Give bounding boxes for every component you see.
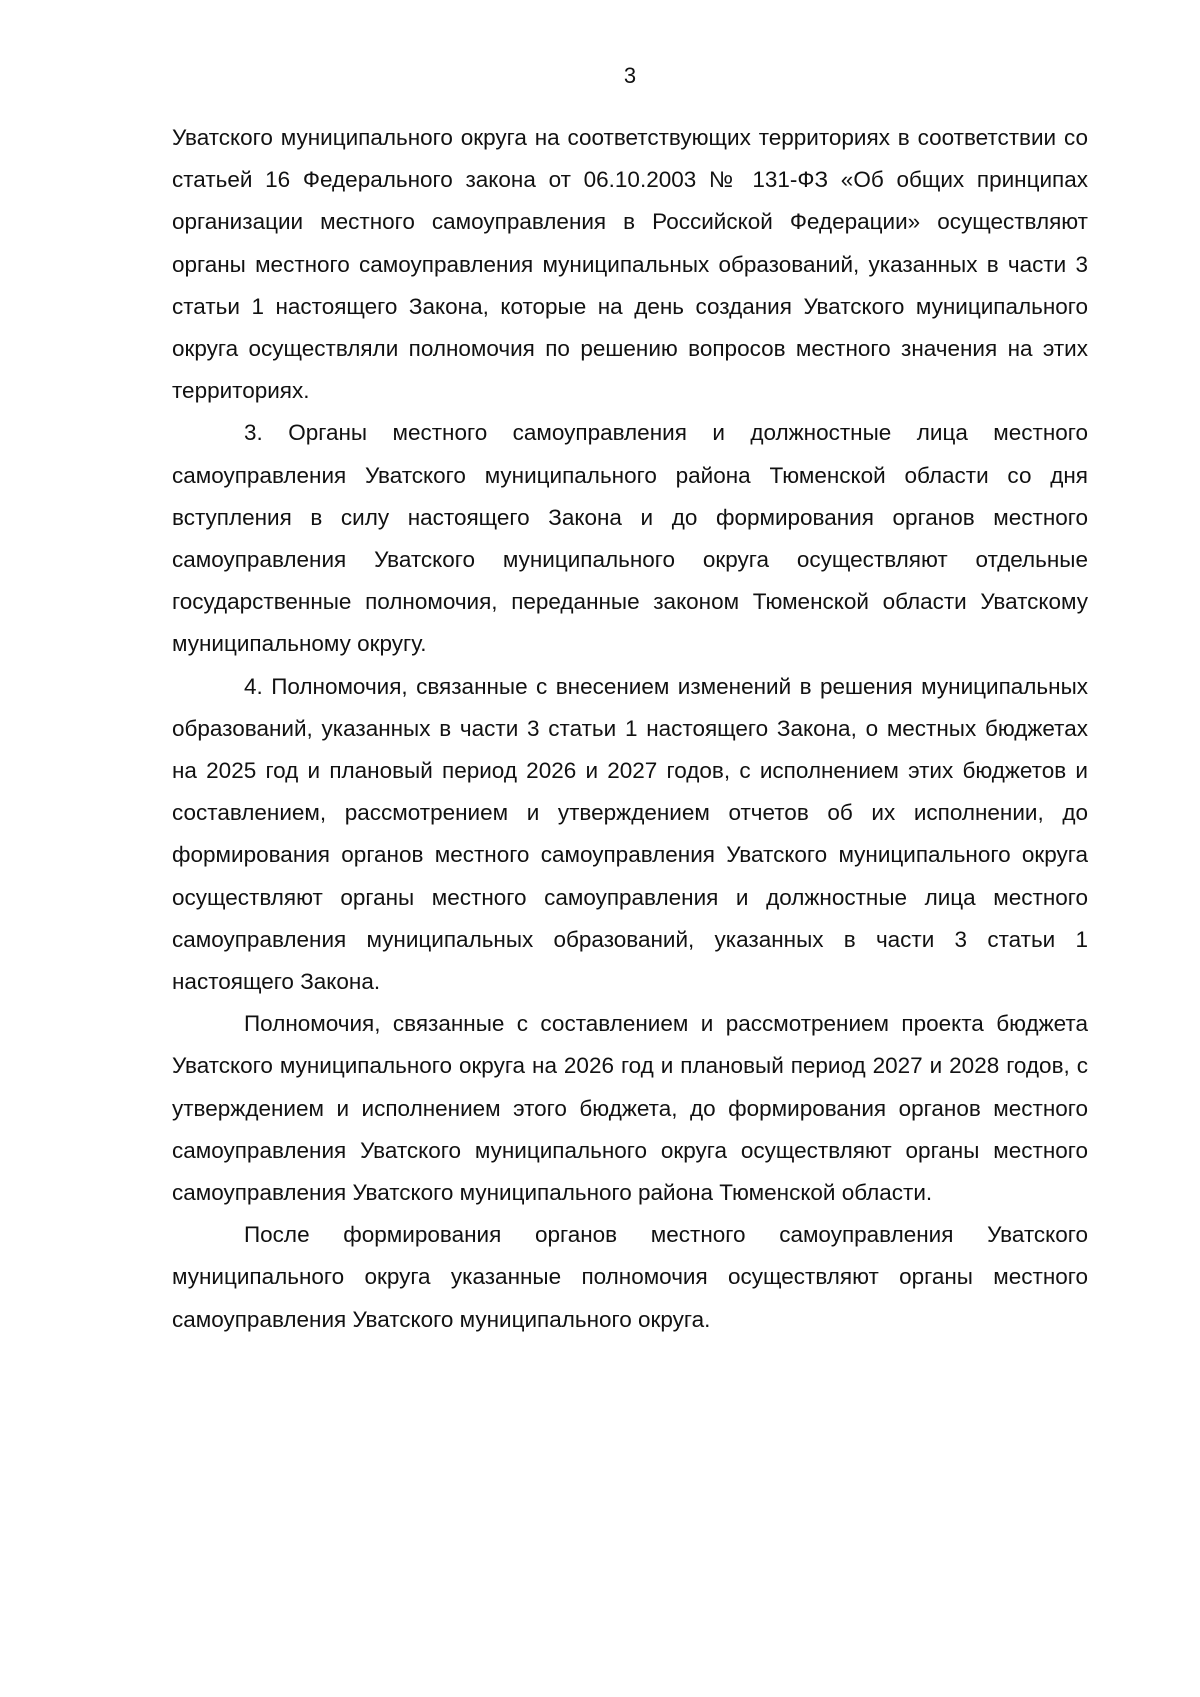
paragraph-item-3: 3. Органы местного самоуправления и должностные лица местного самоуправления Уватского муниципального района Тюменской области со дня вступления в силу настоящего Закона и до формирования органов местного самоуправления Уватского муниципального округа осуществляют отдельные государственные полномочия, переданные законом Тюменской области Уватскому муниципальному округу.	[172, 420, 1088, 657]
paragraph-budget-2026: Полномочия, связанные с составлением и рассмотрением проекта бюджета Уватского муниципального округа на 2026 год и плановый период 2027 и 2028 годов, с утверждением и исполнением этого бюджета, до формирования органов местного самоуправления Уватского муниципального округа осуществляют органы местного самоуправления Уватского муниципального района Тюменской области.	[172, 1011, 1088, 1206]
document-body	[172, 117, 1088, 1341]
page-number: 3	[623, 63, 637, 88]
paragraph-after-formation: После формирования органов местного самоуправления Уватского муниципального округа указанные полномочия осуществляют органы местного самоуправления Уватского муниципального округа.	[172, 1222, 1088, 1332]
paragraph-continuation: Уватского муниципального округа на соответствующих территориях в соответствии со статьей 16 Федерального закона от 06.10.2003 № 131-ФЗ «Об общих принципах организации местного самоуправления в Российской Федерации» осуществляют органы местного самоуправления муниципальных образований, указанных в части 3 статьи 1 настоящего Закона, которые на день создания Уватского муниципального округа осуществляли полномочия по решению вопросов местного значения на этих территориях.	[172, 125, 1088, 404]
paragraph-item-4: 4. Полномочия, связанные с внесением изменений в решения муниципальных образований, указанных в части 3 статьи 1 настоящего Закона, о местных бюджетах на 2025 год и плановый период 2026 и 2027 годов, с исполнением этих бюджетов и составлением, рассмотрением и утверждением отчетов об их исполнении, до формирования органов местного самоуправления Уватского муниципального округа осуществляют органы местного самоуправления и должностные лица местного самоуправления муниципальных образований, указанных в части 3 статьи 1 настоящего Закона.	[172, 673, 1088, 995]
